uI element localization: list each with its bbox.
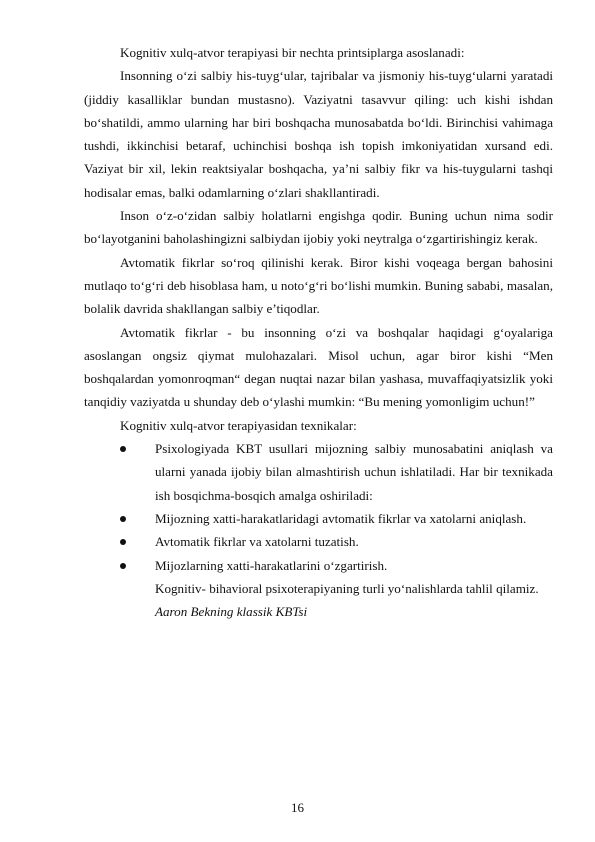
paragraph-principle-2: Inson o‘z-o‘zidan salbiy holatlarni engishga qodir. Buning uchun nima sodir bo‘layotganini baholashingizni salbiydan ijobiy yoki neytralga o‘zgartirishingiz kerak.: [84, 208, 553, 247]
page-body: [84, 41, 553, 623]
paragraph-intro: Kognitiv xulq-atvor terapiyasi bir nechta printsiplarga asoslanadi:: [120, 45, 465, 60]
list-item-text: Psixologiyada KBT usullari mijozning salbiy munosabatini aniqlash va ularni yanada ijobiy bilan almashtirish uchun ishlatiladi. Har bir texnikada ish bosqichma-bosqich amalga oshiriladi:: [155, 441, 553, 503]
paragraph-principle-3: Avtomatik fikrlar so‘roq qilinishi kerak. Biror kishi voqeaga bergan bahosini mutlaqo to‘g‘ri deb hisoblasa ham, u noto‘g‘ri bo‘lishi mumkin. Buning sababi, masalan, bolalik davrida shakllangan salbiy e’tiqodlar.: [84, 254, 553, 317]
techniques-list: [84, 437, 553, 577]
list-item: [155, 507, 553, 530]
paragraph-principle-1: Insonning o‘zi salbiy his-tuyg‘ular, tajribalar va jismoniy his-tuyg‘ularni yaratadi (jiddiy kasalliklar bundan mustasno). Vaziyatni tasavvur qiling: uch kishi ishdan bo‘shatildi, ammo ularning har biri boshqacha munosabatda bo‘ldi. Birinchisi vahimaga tushdi, ikkinchisi betaraf, uchinchisi boshqa ish topish imkoniyatidan xursand edi. Vaziyat bir xil, lekin reaktsiyalar boshqacha, ya’ni salbiy fikr va his-tuygularni tashqi hodisalar emas, balki odamlarning o‘zlari shakllantiradi.: [84, 68, 553, 200]
bullet-icon: [120, 446, 126, 452]
closing-block: [84, 577, 553, 624]
paragraph-automatic-thoughts: Avtomatik fikrlar - bu insonning o‘zi va boshqalar haqidagi g‘oyalariga asoslangan ongsiz qiymat mulohazalari. Misol uchun, agar biror kishi “Men boshqalardan yomonroqman“ degan nuqtai nazar bilan yashasa, muvaffaqiyatsizlik yoki tanqidiy vaziyatda u shunday deb o‘ylashi mumkin: “Bu mening yomonligim uchun!”: [84, 324, 553, 410]
list-item-text: Avtomatik fikrlar va xatolarni tuzatish.: [155, 534, 359, 550]
paragraph-analysis: Kognitiv- bihavioral psixoterapiyaning turli yo‘nalishlarda tahlil qilamiz.: [155, 580, 539, 596]
list-item-text: Mijozning xatti-harakatlaridagi avtomatik fikrlar va xatolarni aniqlash.: [155, 510, 527, 526]
list-item: [155, 437, 553, 507]
section-heading-italic: Aaron Bekning klassik KBTsi: [155, 604, 308, 620]
list-item-text: Mijozlarning xatti-harakatlarini o‘zgartirish.: [155, 557, 388, 573]
bullet-icon: [120, 516, 126, 522]
bullet-icon: [120, 539, 126, 545]
list-item: [155, 554, 553, 577]
page-number: 16: [291, 800, 304, 815]
paragraph-techniques-heading: Kognitiv xulq-atvor terapiyasidan texnikalar:: [120, 417, 357, 433]
list-item: [155, 530, 553, 553]
bullet-icon: [120, 563, 126, 569]
